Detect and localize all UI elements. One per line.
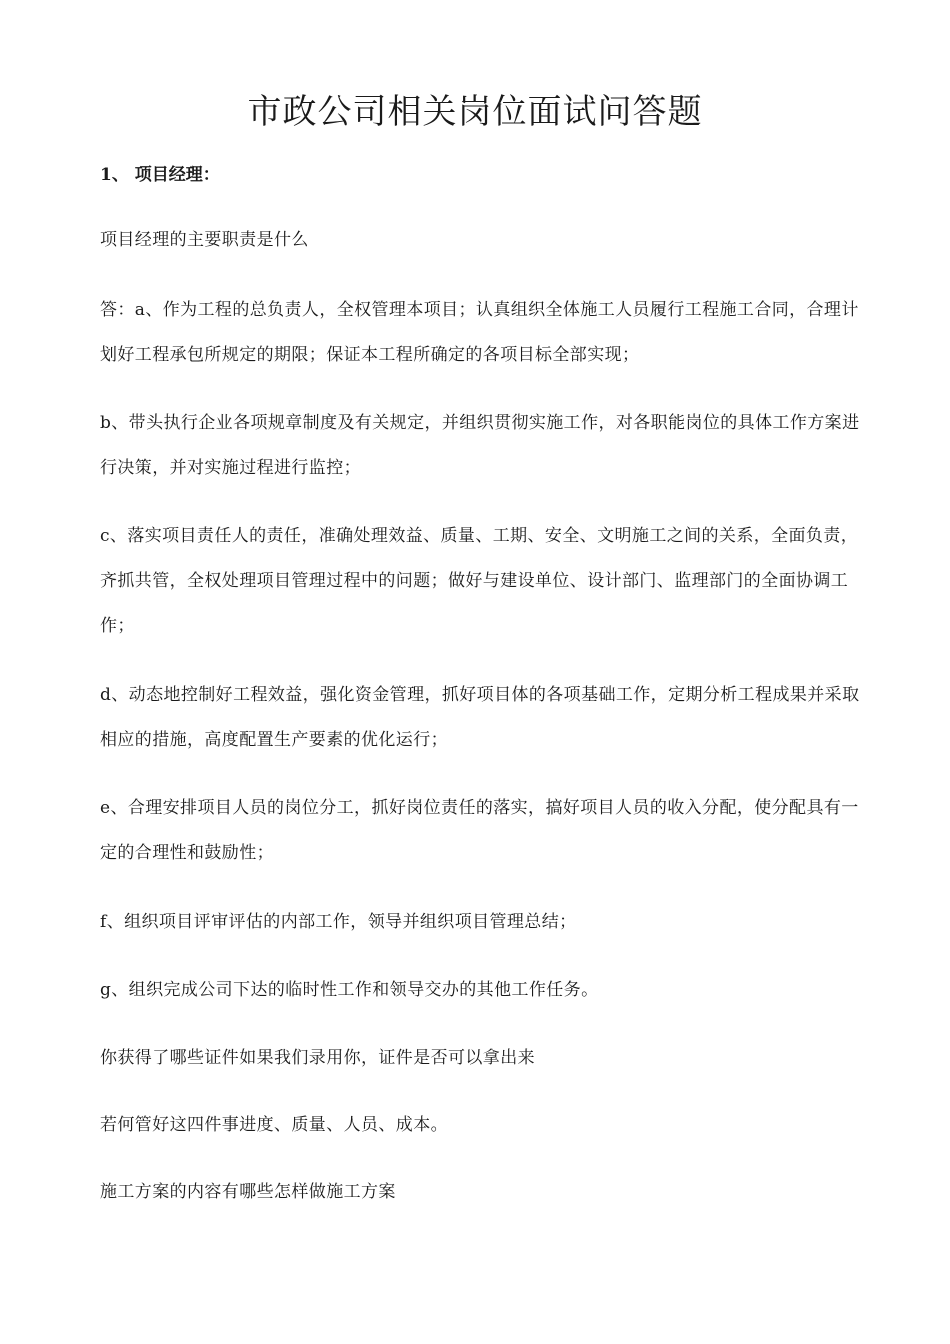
document-title: 市政公司相关岗位面试问答题 — [247, 92, 703, 132]
question-four-matters: 若何管好这四件事进度、质量、人员、成本。 — [100, 1115, 448, 1135]
answer-item-f: f、组织项目评审评估的内部工作，领导并组织项目管理总结； — [100, 912, 577, 932]
answer-item-d: d、动态地控制好工程效益，强化资金管理，抓好项目体的各项基础工作，定期分析工程成果并采取相应的措施，高度配置生产要素的优化运行； — [100, 685, 860, 750]
section-heading-project-manager: 1、 项目经理： — [100, 165, 220, 185]
question-certificates: 你获得了哪些证件如果我们录用你，证件是否可以拿出来 — [100, 1048, 535, 1068]
question-main-duties: 项目经理的主要职责是什么 — [100, 230, 309, 250]
answer-item-c: c、落实项目责任人的责任，准确处理效益、质量、工期、安全、文明施工之间的关系，全面负责，齐抓共管，全权处理项目管理过程中的问题；做好与建设单位、设计部门、监理部门的全面协调工作； — [100, 526, 859, 636]
answer-item-g: g、组织完成公司下达的临时性工作和领导交办的其他工作任务。 — [100, 980, 599, 1000]
answer-item-a: 答：a、作为工程的总负责人，全权管理本项目；认真组织全体施工人员履行工程施工合同，合理计划好工程承包所规定的期限；保证本工程所确定的各项目标全部实现； — [100, 300, 859, 365]
question-construction-plan: 施工方案的内容有哪些怎样做施工方案 — [100, 1182, 396, 1202]
answer-item-b: b、带头执行企业各项规章制度及有关规定，并组织贯彻实施工作，对各职能岗位的具体工作方案进行决策，并对实施过程进行监控； — [100, 413, 860, 478]
answer-item-e: e、合理安排项目人员的岗位分工，抓好岗位责任的落实，搞好项目人员的收入分配，使分配具有一定的合理性和鼓励性； — [100, 798, 859, 863]
